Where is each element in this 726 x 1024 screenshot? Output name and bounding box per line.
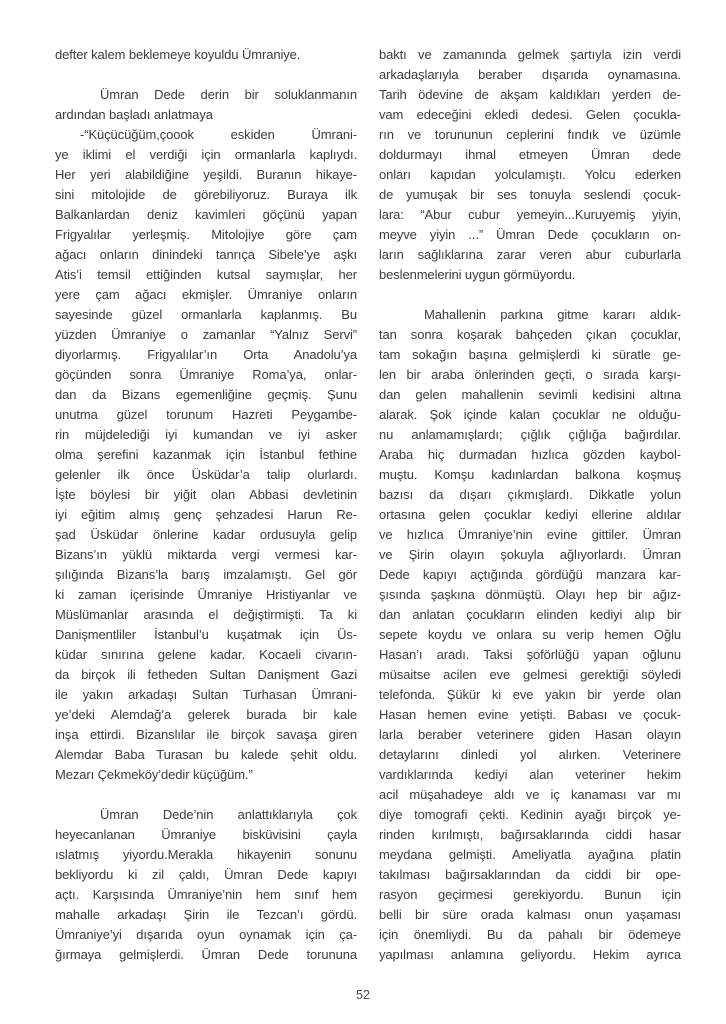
text-line: Ümraniye’yi dışarıda oyun oynamak için ça- — [55, 927, 357, 942]
text-line: ların sağlıklarına zarar veren abur cuburlarla — [379, 247, 681, 262]
text-line: Ümran Dede’nin anlattıklarıyla çok — [100, 807, 357, 822]
text-line: larla beraber veterinere giden Hasan olayın — [379, 727, 681, 742]
text-line: Her yeri alabildiğine yeşildi. Buranın hikaye- — [55, 167, 357, 182]
text-line: Danişmentliler İstanbul’u kuşatmak için Üs- — [55, 627, 357, 642]
text-line: ki zaman içerisinde Ümraniye Hristiyanlar ve — [55, 587, 357, 602]
text-line: rin müjdelediği iyi kumandan ve iyi asker — [55, 427, 357, 442]
text-line: olma şerefini kazanmak için İstanbul fethine — [55, 447, 357, 462]
text-line: ve hızlıca Ümraniye’nin evine gittiler. Ümran — [379, 527, 681, 542]
paragraph-gap — [379, 285, 681, 305]
text-line: sini mitolojide de görebiliyoruz. Buraya ilk — [55, 187, 357, 202]
text-line: sepete koydu ve onlara su verip hemen Oğlu — [379, 627, 681, 642]
text-line: Tarih ödevine de akşam kaldıkları yerden de- — [379, 87, 681, 102]
text-line: tan sonra koşarak bahçeden çıkan çocuklar, — [379, 327, 681, 342]
text-line: len bir araba önlerinden geçti, o sırada karşı- — [379, 367, 681, 382]
text-line: yapılması anlamına geliyordu. Hekim ayrıca — [379, 947, 681, 962]
text-line: rın ve torununun ceplerini fındık ve üzümle — [379, 127, 681, 142]
text-line: Atis’i temsil ettiğinden kutsal saymışlar, her — [55, 267, 357, 282]
text-line: ardından başladı anlatmaya — [55, 107, 213, 122]
text-line: Ümran Dede derin bir soluklanmanın — [100, 87, 357, 102]
text-line: rasyon geçirmesi gerekiyordu. Bunun için — [379, 887, 681, 902]
text-line: şısında şaşkına dönmüştü. Olayı hep bir ağız- — [379, 587, 681, 602]
text-line: doldurmayı ihmal etmeyen Ümran dede — [379, 147, 681, 162]
text-line: Bizans’ın yüklü miktarda vergi vermesi kar- — [55, 547, 357, 562]
text-line: ğırmaya gelmişlerdi. Ümran Dede torununa — [55, 947, 357, 962]
text-line: de yumuşak bir ses tonuyla seslendi çocuk- — [379, 187, 681, 202]
page-number: 52 — [356, 988, 370, 1002]
text-line: dan anlatan çocukların elinden kediyi alıp bir — [379, 607, 681, 622]
text-line: için önemliydi. Bu da pahalı bir ödemeye — [379, 927, 681, 942]
text-line: şad Üsküdar önlerine kadar ordusuyla gelip — [55, 527, 357, 542]
text-line: dan da Bizans egemenliğine geçmiş. Şunu — [55, 387, 357, 402]
text-line: ve Şirin olayın şokuyla ağlıyorlardı. Ümran — [379, 547, 681, 562]
text-line: Balkanlardan deniz kavimleri göçünü yapan — [55, 207, 357, 222]
text-line: vam edeceğini ekledi dedesi. Gelen çocukla- — [379, 107, 681, 122]
text-line: da birçok ili fetheden Sultan Danişment Gazi — [55, 667, 357, 682]
text-line: bekliyordu ki zil çaldı, Ümran Dede kapıyı — [55, 867, 357, 882]
text-line: meydana gelmişti. Ameliyatla ayağına platin — [379, 847, 681, 862]
text-line: Alemdar Baba Turasan bu kalede şehit oldu. — [55, 747, 357, 762]
text-line: -“Küçücüğüm,çoook eskiden Ümrani- — [80, 127, 357, 142]
two-column-text — [55, 45, 681, 965]
text-line: Hasan’ı aradı. Taksi şoförlüğü yapan oğlunu — [379, 647, 681, 662]
text-line: alarak. Şok içinde kalan çocuklar ne olduğu- — [379, 407, 681, 422]
text-line: mahalle arkadaşı Şirin ile Tezcan’ı gördü. — [55, 907, 357, 922]
text-line: acil müşahadeye aldı ve iç kanaması var mı — [379, 787, 681, 802]
text-line: inşa ettirdi. Bizanslılar ile birçok savaşa giren — [55, 727, 357, 742]
paragraph-gap — [55, 65, 357, 85]
text-line: ortasına gelen çocuklar kediyi ellerine aldılar — [379, 507, 681, 522]
text-line: küdar sınırına gelene kadar. Kocaeli civarın- — [55, 647, 357, 662]
text-line: şılığında Bizans’la barış imzalamıştı. Gel gör — [55, 567, 357, 582]
text-line: gelenler ilk önce Üsküdar’a talip olurlardı. — [55, 467, 357, 482]
text-line: Mahallenin parkına gitme kararı aldık- — [424, 307, 681, 322]
paragraph-gap — [55, 785, 357, 805]
text-column-right — [379, 45, 681, 965]
text-line: telefonda. Şükür ki eve yakın bir yerde olan — [379, 687, 681, 702]
text-line: Hasan hemen evine yetişti. Babası ve çocuk- — [379, 707, 681, 722]
text-line: Frigyalılar yerleşmiş. Mitolojiye göre çam — [55, 227, 357, 242]
text-line: dan gelen mahallenin sevimli kedisini altına — [379, 387, 681, 402]
text-line: bazısı da dışarı çıkmışlardı. Dikkatle yolun — [379, 487, 681, 502]
text-line: heyecanlanan Ümraniye bisküvisini çayla — [55, 827, 357, 842]
text-line: beslenmelerini uygun görmüyordu. — [379, 267, 576, 282]
text-line: diyorlarmış. Frigyalılar’ın Orta Anadolu’ya — [55, 347, 357, 362]
text-line: detaylarını dinledi yol alırken. Veterinere — [379, 747, 681, 762]
text-line: sayesinde güzel ormanlarla kaplanmış. Bu — [55, 307, 357, 322]
text-line: tam sokağın başına gelmişlerdi ki süratle ge- — [379, 347, 681, 362]
text-line: takılması bağırsaklarından da ciddi bir ope- — [379, 867, 681, 882]
text-line: nu anlamamışlardı; çığlık çığlığa bağırdılar. — [379, 427, 681, 442]
text-line: baktı ve zamanında gelmek şartıyla izin verdi — [379, 47, 681, 62]
text-line: lara: “Abur cubur yemeyin...Kuruyemiş yiyin, — [379, 207, 681, 222]
text-line: göçünden sonra Ümraniye Roma’ya, onlar- — [55, 367, 357, 382]
text-line: vardıklarında kediyi alan veteriner hekim — [379, 767, 681, 782]
text-line: yere çam ağacı ekmişler. Ümraniye onların — [55, 287, 357, 302]
text-line: unutma güzel torunum Hazreti Peygambe- — [55, 407, 357, 422]
text-line: rinden kırılmıştı, bağırsaklarında ciddi hasar — [379, 827, 681, 842]
text-line: müsaitse acilen eve gelmesi gerektiği söyledi — [379, 667, 681, 682]
text-line: ye iklimi el verdiği için ormanlarla kaplıydı. — [55, 147, 357, 162]
text-line: onları kapıdan yolculamıştı. Yolcu ederken — [379, 167, 681, 182]
text-column-left — [55, 45, 357, 965]
text-line: açtı. Karşısında Ümraniye’nin hem sınıf hem — [55, 887, 357, 902]
text-line: iyi eğitim almış genç şehzadesi Harun Re- — [55, 507, 357, 522]
text-line: diye tomografi çekti. Kedinin ayağı birçok ye- — [379, 807, 681, 822]
text-line: muştu. Komşu kadınlardan balkona koşmuş — [379, 467, 681, 482]
text-line: İşte böylesi bir yiğit olan Abbasi devletinin — [55, 487, 357, 502]
text-line: arkadaşlarıyla beraber dışarıda oynamasına. — [379, 67, 681, 82]
text-line: defter kalem beklemeye koyuldu Ümraniye. — [55, 47, 301, 62]
text-line: meyve yiyin ...” Ümran Dede çocukların on- — [379, 227, 681, 242]
text-line: Dede kapıyı açtığında gördüğü manzara kar- — [379, 567, 681, 582]
text-line: yüzden Ümraniye o zamanlar “Yalnız Servi” — [55, 327, 357, 342]
text-line: Mezarı Çekmeköy’dedir küçüğüm.” — [55, 767, 253, 782]
text-line: Müslümanlar arasında el değiştirmişti. Ta ki — [55, 607, 357, 622]
text-line: ile yakın arkadaşı Sultan Turhasan Ümrani- — [55, 687, 357, 702]
text-line: Araba hiç durmadan hızlıca gözden kaybol- — [379, 447, 681, 462]
text-line: belli bir süre orada kalması onun yaşaması — [379, 907, 681, 922]
text-line: ağacı onların dinindeki tanrıça Sibele’ye aşkı — [55, 247, 357, 262]
text-line: ıslatmış yiyordu.Merakla hikayenin sonunu — [55, 847, 357, 862]
text-line: ye’deki Alemdağ’a gelerek burada bir kale — [55, 707, 357, 722]
